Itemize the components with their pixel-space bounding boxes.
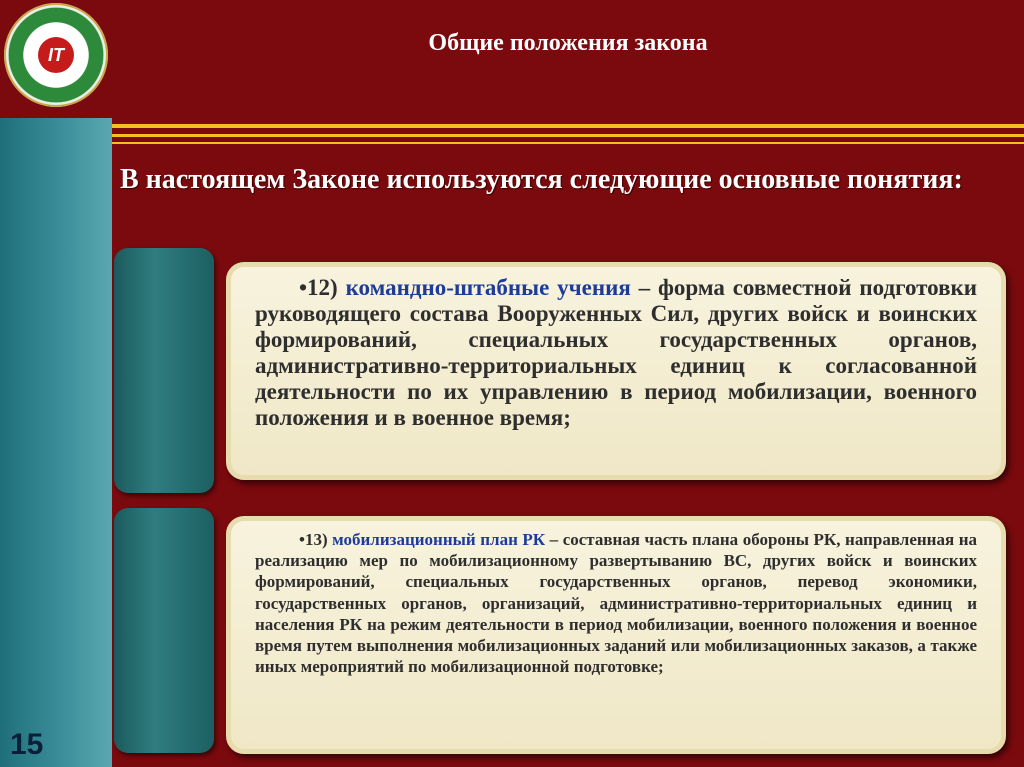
left-sidebar-strip bbox=[0, 0, 112, 767]
definition-number: •13) bbox=[299, 530, 328, 549]
teal-side-block bbox=[114, 248, 214, 493]
slide-title: Общие положения закона bbox=[428, 30, 708, 56]
divider-rule bbox=[112, 134, 1024, 137]
slide-number: 15 bbox=[10, 728, 44, 761]
definition-card-13 bbox=[226, 516, 1006, 754]
definition-card-12 bbox=[226, 262, 1006, 480]
definition-body: – форма совместной подготовки руководящего состава Вооруженных Сил, других войск и воинских формирований, специальных государственных органов, административно-территориальных единиц к согласованной деятельности по их управлению в период мобилизации, военного положения и в военное время; bbox=[255, 275, 978, 430]
intro-paragraph: В настоящем Законе используются следующие основные понятия: bbox=[120, 164, 963, 195]
definition-number: •12) bbox=[299, 275, 338, 300]
definition-term: командно-штабные учения bbox=[345, 275, 631, 300]
teal-side-block bbox=[114, 508, 214, 753]
emblem-logo-icon bbox=[4, 3, 108, 107]
divider-rule bbox=[112, 124, 1024, 128]
definition-text bbox=[255, 275, 977, 431]
logo-core: IT bbox=[38, 37, 74, 73]
definition-body: – составная часть плана обороны РК, направленная на реализацию мер по мобилизационному развертыванию ВС, других войск и воинских формирований, специальных государственных органов, перевод экономики, государственных органов, организаций, административно-территориальных единиц и населения РК на режим деятельности в период мобилизации, военного положения и военное время путем выполнения мобилизационных заданий или мобилизационных заказов, а также иных мероприятий по мобилизационной подготовке; bbox=[255, 530, 977, 677]
definition-term: мобилизационный план РК bbox=[332, 530, 546, 549]
definition-text bbox=[255, 529, 977, 677]
divider-rule bbox=[112, 142, 1024, 144]
